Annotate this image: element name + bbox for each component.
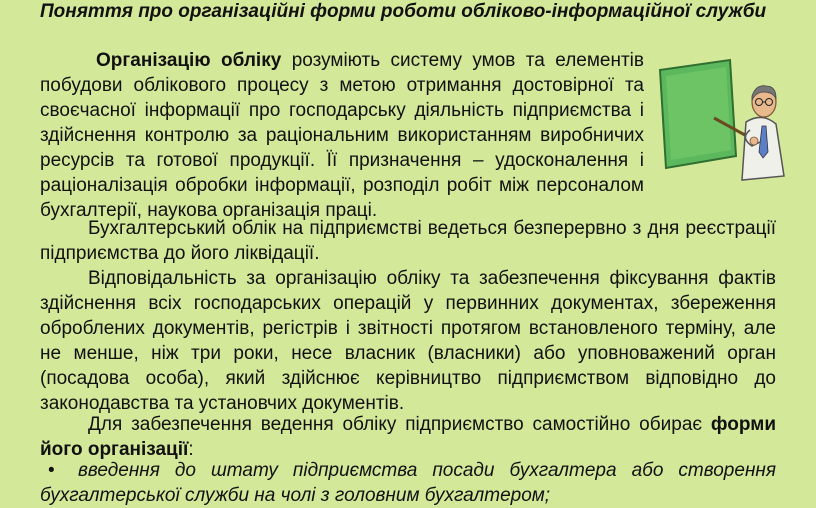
term-forms-of-organization: форми його організації — [40, 414, 776, 460]
list-item-text: введення до штату підприємства посади бухгалтера або створення бухгалтерської служби на чолі з головним бухгалтером; — [40, 460, 776, 506]
paragraph-forms-tail: : — [188, 439, 194, 460]
bullet-icon: • — [48, 460, 55, 481]
list-item — [40, 458, 776, 508]
paragraph-organization-definition — [40, 48, 644, 223]
paragraph-forms-intro — [40, 412, 776, 462]
term-organization-of-accounting: Організацію обліку — [96, 50, 282, 71]
paragraph-forms-text: Для забезпечення ведення обліку підприємство самостійно обирає — [88, 414, 711, 435]
paragraph-responsibility: Відповідальність за організацію обліку та забезпечення фіксування фактів здійснення всіх господарських операцій у первинних документах, збереження оброблених документів, регістрів і звітності протягом встановленого терміну, але не менше, ніж три роки, несе власник (власники) або уповноважений орган (посадова особа), який здійснює керівництво підприємством відповідно до законодавства та установчих документів. — [40, 268, 776, 414]
section-title: Поняття про організаційні форми роботи обліково-інформаційної служби — [40, 1, 767, 22]
teacher-at-board-icon — [652, 56, 792, 186]
paragraph-continuous-accounting: Бухгалтерський облік на підприємстві ведеться безперервно з дня реєстрації підприємства до його ліквідації. — [40, 218, 776, 264]
paragraph-body: розуміють систему умов та елементів побудови облікового процесу з метою отримання достовірної та своєчасної інформації про господарську діяльність підприємства і здійснення контролю за раціональним використанням виробничих ресурсів та готової продукції. Її призначення – удосконалення і раціоналізація обробки інформації, розподіл робіт між персоналом бухгалтерії, наукова організація праці. — [40, 50, 645, 221]
